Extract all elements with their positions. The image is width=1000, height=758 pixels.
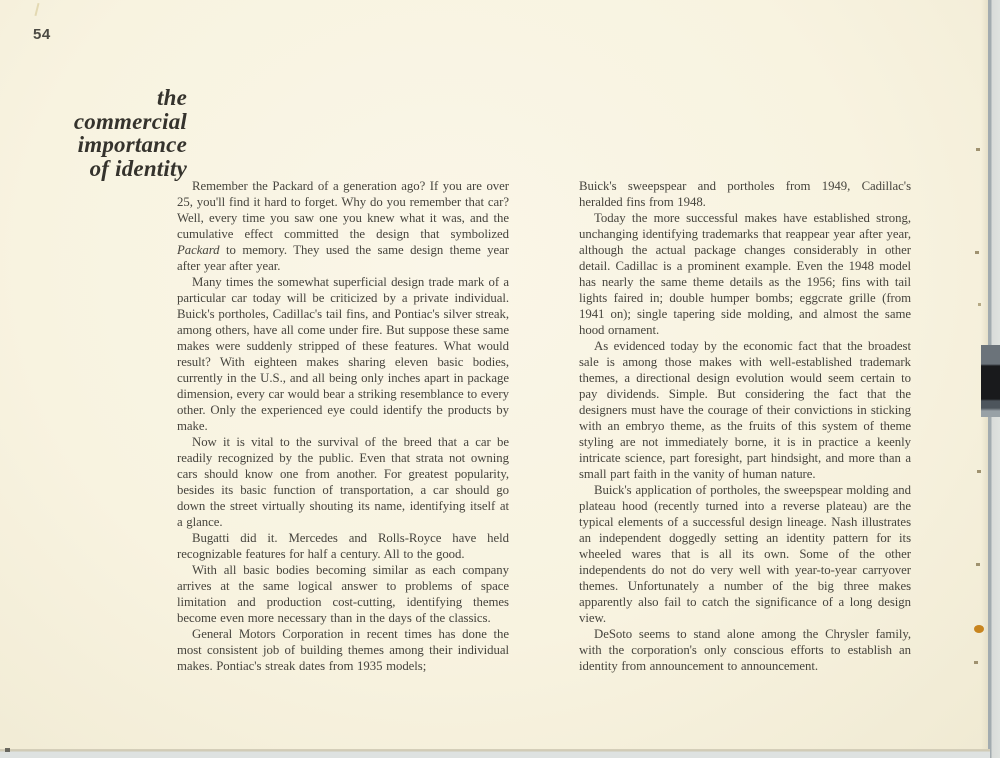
paragraph [579,626,911,674]
title-line: the [157,85,187,110]
text-segment: Remember the Packard of a generation ago? If you are over 25, you'll find it hard to forget. Why do you remember that car? Well, every time you saw one you knew what it was, and the cumulative effect committed the design that symbolized [177,179,509,241]
foxing-spot [976,148,980,151]
paragraph [579,178,911,210]
text-segment: DeSoto seems to stand alone among the Chrysler family, with the corporation's only conscious efforts to establish an identity from announcement to announcement. [579,627,911,673]
paragraph [177,626,509,674]
text-segment: Now it is vital to the survival of the breed that a car be readily recognized by the public. Even that strata not owning cars should know one from another. For greatest popularity, besides its basic function of transportation, a car should go down the street virtually shouting its name, identifying itself at a glance. [177,435,509,529]
article-title [48,86,187,180]
text-segment: to memory. They used the same design theme year after year after year. [177,243,509,273]
paragraph [177,434,509,530]
title-line: importance [77,132,187,157]
page-edge-black-tab [981,345,1000,417]
foxing-spot [975,251,979,254]
text-segment: Buick's sweepspear and portholes from 1949, Cadillac's heralded fins from 1948. [579,179,911,209]
title-line: commercial [73,108,187,134]
scanner-bottom-edge [0,749,990,758]
text-segment: Bugatti did it. Mercedes and Rolls-Royce have held recognizable features for half a century. All to the good. [177,531,509,561]
paragraph [579,482,911,626]
page-number: 54 [33,26,51,43]
paragraph [177,178,509,274]
text-segment: As evidenced today by the economic fact that the broadest sale is among those makes with well-established trademark themes, a directional design evolution would seem certain to pay dividends. Simple. But considering the fact that the designers must have the courage of their convictions in sticking with an embryo theme, as the fruits of this system of theme styling are not immediately borne, it is in practice a keenly intricate science, part foresight, part hindsight, and more than a small part faith in the vanity of human nature. [579,339,911,481]
foxing-spot [978,303,981,306]
foxing-spot [977,470,981,473]
left-text-column [177,178,509,674]
foxing-spot [974,661,978,664]
foxing-spot [974,625,984,633]
text-segment: Many times the somewhat superficial design trade mark of a particular car today will be criticized by a private individual. Buick's portholes, Cadillac's tail fins, and Pontiac's silver streak, among others, have all come under fire. But suppose these same makes were suddenly stripped of these features. What would result? With eighteen makes sharing eleven basic bodies, currently in the U.S., and all being only inches apart in package dimension, every car would bear a striking resemblance to every other. Only the experienced eye could identify the products by make. [177,275,509,433]
text-segment: Today the more successful makes have established strong, unchanging identifying trademarks that reappear year after year, although the actual package changes considerably in other detail. Cadillac is a prominent example. Even the 1948 model has nearly the same theme details as the 1956; fins with tail lights faired in; double humper bombs; eggcrate grille (from 1941 on); single tapering side molding, and almost the same hood ornament. [579,211,911,337]
foxing-spot [5,748,10,752]
paragraph [579,338,911,482]
scan-scratch-mark [34,3,39,16]
text-segment: General Motors Corporation in recent times has done the most consistent job of building themes among their individual makes. Pontiac's streak dates from 1935 models; [177,627,509,673]
paragraph [177,562,509,626]
foxing-spot [976,563,980,566]
paragraph [177,274,509,434]
italic-text: Packard [177,243,220,257]
title-line: of identity [89,155,187,181]
right-text-column [579,178,911,674]
text-segment: With all basic bodies becoming similar as each company arrives at the same logical answer to problems of space limitation and production cost-cutting, identifying themes become even more necessary than in the days of the classics. [177,563,509,625]
paragraph [177,530,509,562]
paragraph [579,210,911,338]
text-segment: Buick's application of portholes, the sweepspear molding and plateau hood (recently turned into a reverse plateau) are the typical elements of a successful design lineage. Nash illustrates an independent doggedly setting an identity pattern for its wheeled wares that is all its own. Some of the other independents do not do very well with year-to-year carryover themes. Unfortunately a number of the big three makes apparently also fail to catch the significance of a long design view. [579,483,911,625]
